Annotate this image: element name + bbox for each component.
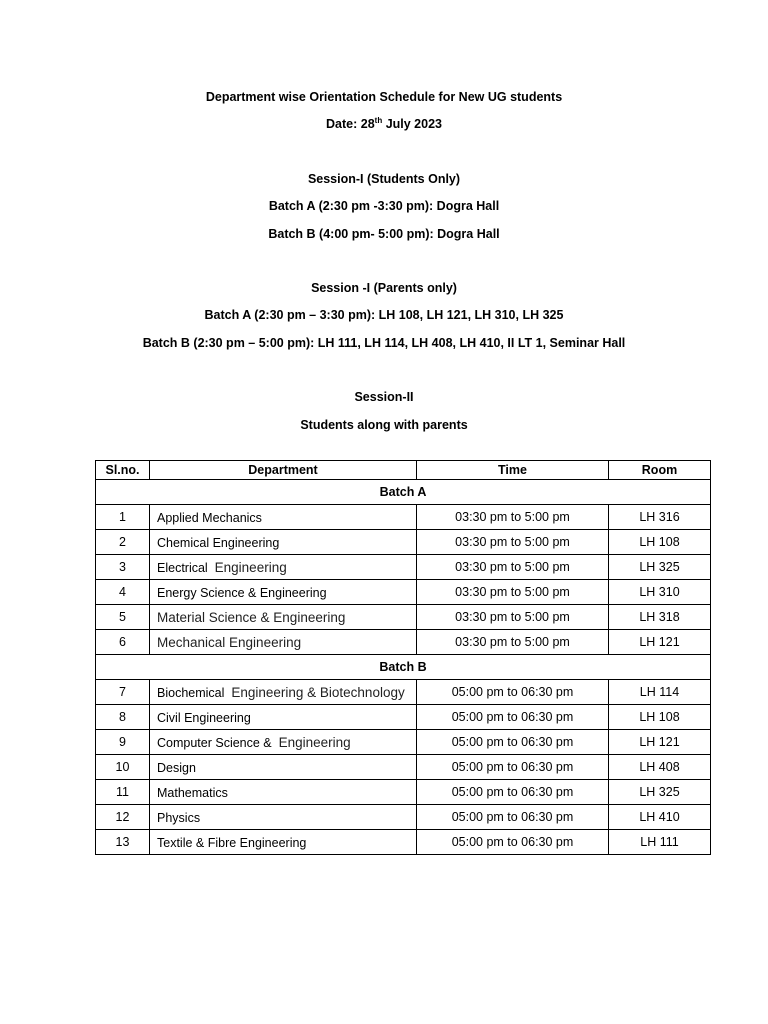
cell-department <box>150 680 417 705</box>
department-text-alt-font: Material Science & Engineering <box>157 609 346 625</box>
table-row <box>96 580 711 605</box>
department-text-alt-font: Engineering & Biotechnology <box>231 684 405 700</box>
cell-time: 03:30 pm to 5:00 pm <box>417 580 609 605</box>
cell-sl-no: 2 <box>96 530 150 555</box>
cell-sl-no: 1 <box>96 505 150 530</box>
cell-department <box>150 630 417 655</box>
cell-room: LH 325 <box>609 555 711 580</box>
batch-b-label: Batch B <box>96 655 711 680</box>
cell-time: 05:00 pm to 06:30 pm <box>417 705 609 730</box>
header-time: Time <box>417 461 609 480</box>
table-row <box>96 830 711 855</box>
table-row <box>96 780 711 805</box>
cell-sl-no: 7 <box>96 680 150 705</box>
cell-department <box>150 780 417 805</box>
cell-department <box>150 580 417 605</box>
cell-department <box>150 605 417 630</box>
batch-a-row <box>96 480 711 505</box>
cell-room: LH 108 <box>609 530 711 555</box>
department-text-alt-font: Mechanical Engineering <box>157 634 302 650</box>
cell-sl-no: 13 <box>96 830 150 855</box>
cell-department <box>150 805 417 830</box>
cell-department <box>150 705 417 730</box>
cell-time: 03:30 pm to 5:00 pm <box>417 630 609 655</box>
cell-time: 05:00 pm to 06:30 pm <box>417 830 609 855</box>
department-text: Energy Science & Engineering <box>157 585 327 600</box>
department-text: Textile & Fibre Engineering <box>157 835 307 850</box>
cell-time: 05:00 pm to 06:30 pm <box>417 805 609 830</box>
batch-b-row <box>96 655 711 680</box>
cell-room: LH 410 <box>609 805 711 830</box>
cell-time: 05:00 pm to 06:30 pm <box>417 755 609 780</box>
cell-room: LH 121 <box>609 630 711 655</box>
session1-parents-batch-a: Batch A (2:30 pm – 3:30 pm): LH 108, LH 121, LH 310, LH 325 <box>204 308 564 322</box>
session1-parents-heading: Session -I (Parents only) <box>311 281 457 295</box>
cell-department <box>150 530 417 555</box>
cell-time: 05:00 pm to 06:30 pm <box>417 780 609 805</box>
cell-sl-no: 3 <box>96 555 150 580</box>
session1-students-heading: Session-I (Students Only) <box>307 172 461 186</box>
table-header-row <box>96 461 711 480</box>
table-row <box>96 805 711 830</box>
cell-sl-no: 9 <box>96 730 150 755</box>
department-text: Computer Science & <box>157 735 279 750</box>
cell-room: LH 121 <box>609 730 711 755</box>
cell-sl-no: 12 <box>96 805 150 830</box>
cell-sl-no: 5 <box>96 605 150 630</box>
cell-time: 05:00 pm to 06:30 pm <box>417 730 609 755</box>
cell-room: LH 114 <box>609 680 711 705</box>
cell-room: LH 408 <box>609 755 711 780</box>
cell-time: 03:30 pm to 5:00 pm <box>417 605 609 630</box>
department-text: Design <box>157 760 196 775</box>
cell-sl-no: 4 <box>96 580 150 605</box>
table-row <box>96 505 711 530</box>
department-text: Mathematics <box>157 785 228 800</box>
cell-room: LH 111 <box>609 830 711 855</box>
cell-time: 05:00 pm to 06:30 pm <box>417 680 609 705</box>
session1-parents-batch-b: Batch B (2:30 pm – 5:00 pm): LH 111, LH 114, LH 408, LH 410, II LT 1, Seminar Hall <box>142 336 626 350</box>
cell-time: 03:30 pm to 5:00 pm <box>417 505 609 530</box>
document-date <box>0 116 768 132</box>
table-row <box>96 555 711 580</box>
header-department: Department <box>150 461 417 480</box>
document-title: Department wise Orientation Schedule for New UG students <box>205 90 563 104</box>
department-text: Biochemical <box>157 685 232 700</box>
table-row <box>96 755 711 780</box>
cell-sl-no: 10 <box>96 755 150 780</box>
cell-room: LH 316 <box>609 505 711 530</box>
date-prefix: Date: 28 <box>326 117 375 131</box>
table-row <box>96 680 711 705</box>
cell-sl-no: 8 <box>96 705 150 730</box>
session1-students-batch-a: Batch A (2:30 pm -3:30 pm): Dogra Hall <box>268 199 500 213</box>
cell-department <box>150 830 417 855</box>
table-row <box>96 605 711 630</box>
table-row <box>96 630 711 655</box>
cell-room: LH 325 <box>609 780 711 805</box>
table-row <box>96 705 711 730</box>
session1-students-batch-b: Batch B (4:00 pm- 5:00 pm): Dogra Hall <box>268 227 500 241</box>
department-text: Chemical Engineering <box>157 535 280 550</box>
department-text: Applied Mechanics <box>157 510 262 525</box>
department-text: Civil Engineering <box>157 710 251 725</box>
cell-department <box>150 755 417 780</box>
table-row <box>96 530 711 555</box>
cell-time: 03:30 pm to 5:00 pm <box>417 555 609 580</box>
cell-room: LH 318 <box>609 605 711 630</box>
schedule-body <box>96 480 711 855</box>
cell-department <box>150 505 417 530</box>
session2-subheading: Students along with parents <box>300 418 468 432</box>
batch-a-label: Batch A <box>96 480 711 505</box>
date-superscript: th <box>374 115 383 125</box>
cell-department <box>150 555 417 580</box>
cell-sl-no: 11 <box>96 780 150 805</box>
cell-room: LH 310 <box>609 580 711 605</box>
header-sl-no: Sl.no. <box>96 461 150 480</box>
cell-room: LH 108 <box>609 705 711 730</box>
date-suffix: July 2023 <box>382 117 442 131</box>
department-text: Electrical <box>157 560 215 575</box>
cell-sl-no: 6 <box>96 630 150 655</box>
table-row <box>96 730 711 755</box>
department-text-alt-font: Engineering <box>214 559 287 575</box>
header-room: Room <box>609 461 711 480</box>
session2-heading: Session-II <box>354 390 414 404</box>
department-text: Physics <box>157 810 201 825</box>
department-text-alt-font: Engineering <box>278 734 351 750</box>
cell-department <box>150 730 417 755</box>
cell-time: 03:30 pm to 5:00 pm <box>417 530 609 555</box>
schedule-table <box>95 460 711 855</box>
